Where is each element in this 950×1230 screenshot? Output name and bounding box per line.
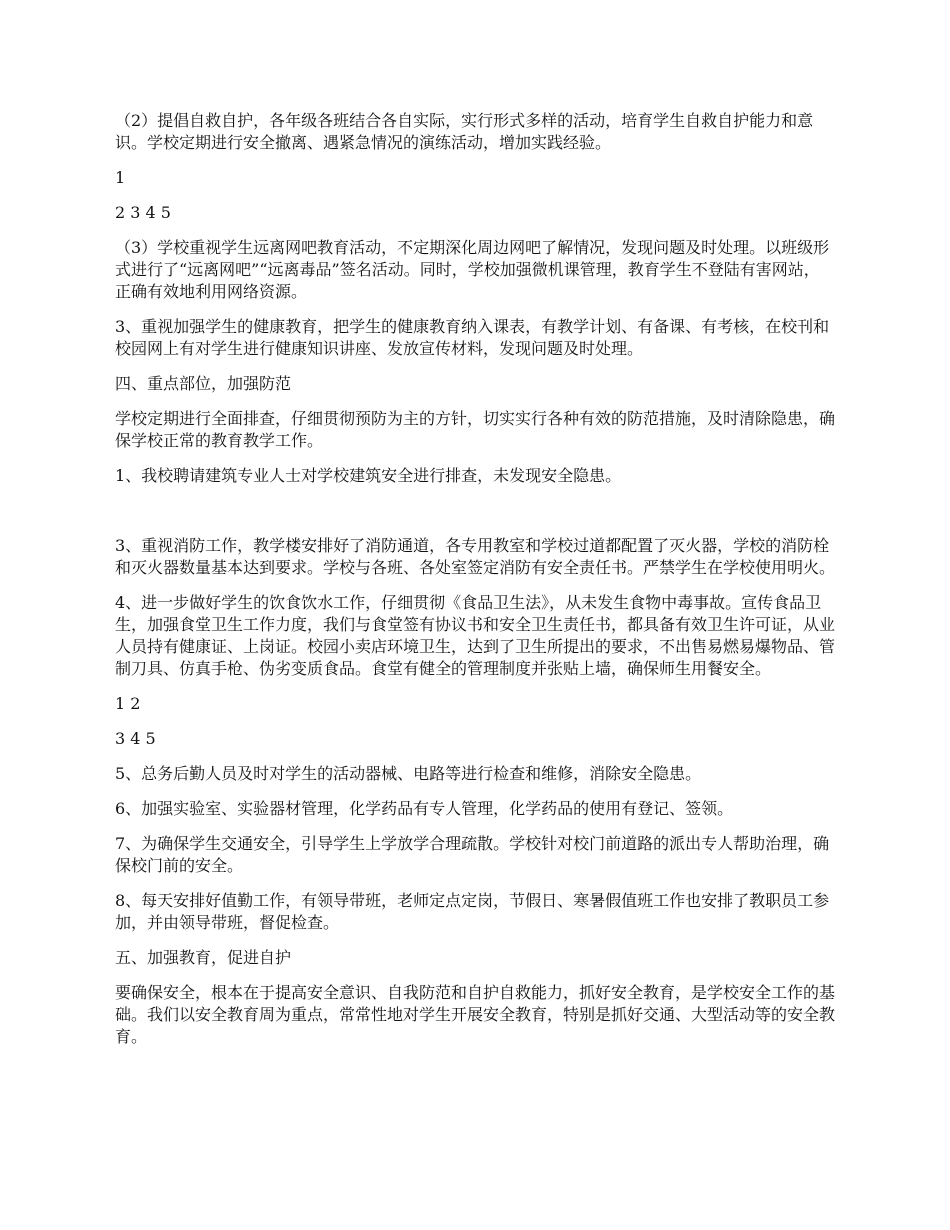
blank-gap <box>115 500 835 522</box>
document-page <box>115 110 835 1061</box>
paragraph-traffic-safety: 7、为确保学生交通安全，引导学生上学放学合理疏散。学校针对校门前道路的派出专人帮助治理，确保校门前的安全。 <box>115 834 830 875</box>
page-number-line: 2 3 4 5 <box>115 203 171 222</box>
paragraph-duty-schedule: 8、每天安排好值勤工作，有领导带班，老师定点定岗，节假日、寒暑假值班工作也安排了教职员工参加，并由领导带班，督促检查。 <box>115 891 830 932</box>
paragraph-inspection: 学校定期进行全面排查，仔细贯彻预防为主的方针，切实实行各种有效的防范措施，及时清除隐患，确保学校正常的教育教学工作。 <box>115 409 836 450</box>
page-number-line: 1 <box>115 168 126 187</box>
paragraph-safety-education: 要确保安全，根本在于提高安全意识、自我防范和自护自救能力，抓好安全教育，是学校安全工作的基础。我们以安全教育周为重点，常常性地对学生开展安全教育，特别是抓好交通、大型活动等的安全教育。 <box>115 983 836 1046</box>
paragraph-building-safety: 1、我校聘请建筑专业人士对学校建筑安全进行排查，未发现安全隐患。 <box>115 466 622 485</box>
page-number-line: 1 2 <box>115 694 141 713</box>
paragraph-self-rescue: （2）提倡自救自护，各年级各班结合各自实际，实行形式多样的活动，培育学生自救自护能力和意识。学校定期进行安全撤离、遇紧急情况的演练活动，增加实践经验。 <box>115 111 814 152</box>
paragraph-logistics: 5、总务后勤人员及时对学生的活动器械、电路等进行检查和维修，消除安全隐患。 <box>115 764 702 783</box>
section-heading-education: 五、加强教育，促进自护 <box>115 948 292 967</box>
section-heading-key-areas: 四、重点部位，加强防范 <box>115 374 292 393</box>
paragraph-food-safety: 4、进一步做好学生的饮食饮水工作，仔细贯彻《食品卫生法》，从未发生食物中毒事故。宣传食品卫生，加强食堂卫生工作力度，我们与食堂签有协议书和安全卫生责任书，都具备有效卫生许可证，从业人员持有健康证、上岗证。校园小卖店环境卫生，达到了卫生所提出的要求，不出售易燃易爆物品、管制刀具、仿真手枪、伪劣变质食品。食堂有健全的管理制度并张贴上墙，确保师生用餐安全。 <box>115 593 836 678</box>
paragraph-laboratory: 6、加强实验室、实验器材管理，化学药品有专人管理，化学药品的使用有登记、签领。 <box>115 799 734 818</box>
page-number-line: 3 4 5 <box>115 729 156 748</box>
paragraph-internet-cafe: （3）学校重视学生远离网吧教育活动，不定期深化周边网吧了解情况，发现问题及时处理。以班级形式进行了“远离网吧”“远离毒品”签名活动。同时，学校加强微机课管理，教育学生不登陆有害网站，正确有效地利用网络资源。 <box>115 238 830 301</box>
paragraph-fire-safety: 3、重视消防工作，教学楼安排好了消防通道，各专用教室和学校过道都配置了灭火器，学校的消防栓和灭火器数量基本达到要求。学校与各班、各处室签定消防有安全责任书。严禁学生在学校使用明火。 <box>115 536 836 577</box>
paragraph-health-education: 3、重视加强学生的健康教育，把学生的健康教育纳入课表，有教学计划、有备课、有考核，在校刊和校园网上有对学生进行健康知识讲座、发放宣传材料，发现问题及时处理。 <box>115 317 830 358</box>
